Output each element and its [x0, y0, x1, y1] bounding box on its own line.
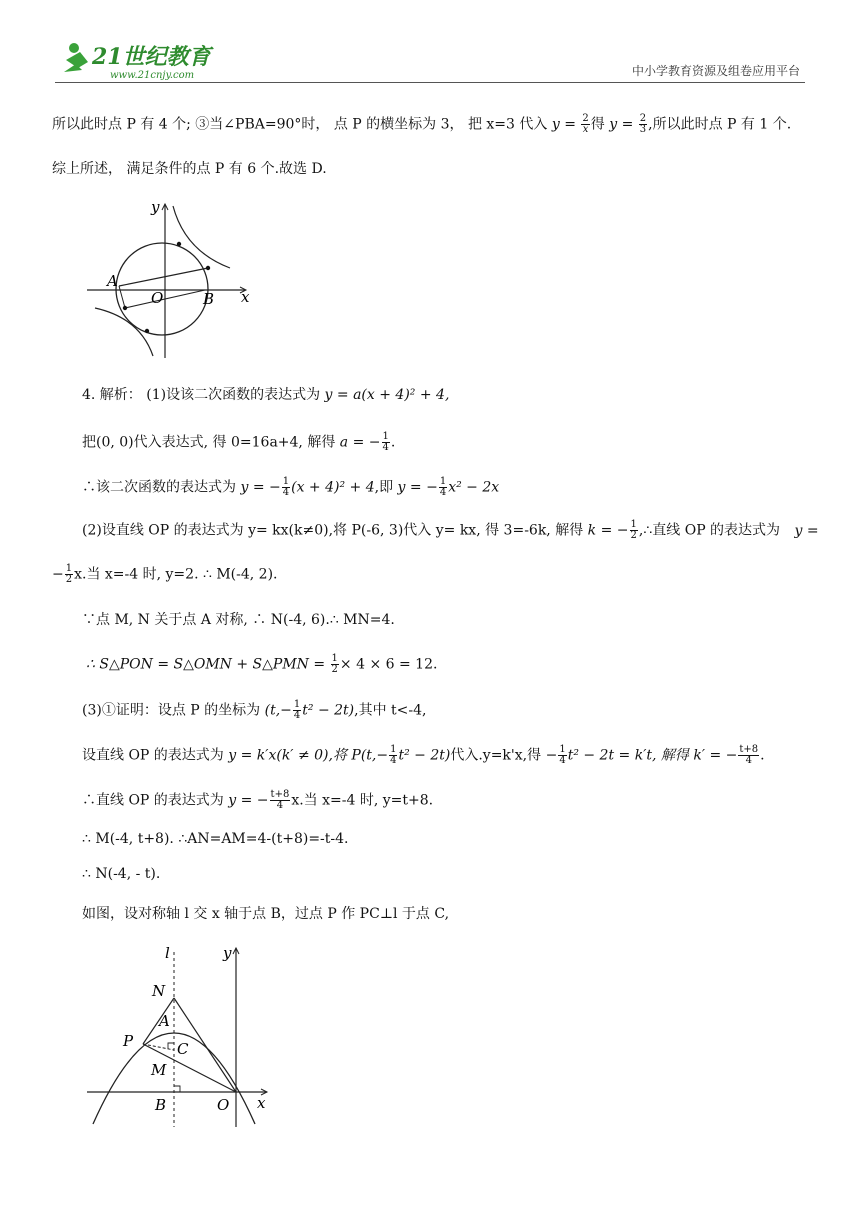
platform-name: 中小学教育资源及组卷应用平台 [631, 64, 800, 78]
text-line-4: 把(0, 0)代入表达式, 得 0=16a+4, 解得 a = − $\frac{1}{4}$ . [82, 431, 396, 453]
point-p3 [123, 306, 127, 310]
line4-part-a: 把(0, 0)代入表达式, 得 0=16a+4, 解得 [82, 434, 336, 451]
label-a: A [107, 272, 118, 290]
line1-part-a: 所以此时点 P 有 4 个; ③当∠PBA=90°时， 点 P 的横坐标为 3， 把 x=3 代入 [52, 116, 548, 133]
line6-part-b: ,∴直线 OP 的表达式为 [638, 522, 781, 539]
math-p-point-b: t² − 2t) [302, 702, 355, 719]
math-p-point-a: (t,− [264, 702, 292, 719]
figure-circle-hyperbola [85, 196, 255, 361]
fraction-1-over-4-d: $\frac{1}{4}$ [293, 699, 301, 721]
chord-a [119, 268, 208, 286]
math-t2-2t: t² − 2t [567, 747, 615, 764]
label-p: P [123, 1032, 134, 1050]
label-y: y [151, 198, 160, 216]
text-line-3 [82, 385, 449, 405]
math-y-neg: y = − [240, 479, 281, 496]
math-y-eq: y = [551, 116, 576, 133]
fraction-2-over-3: $\frac{2}{3}$ [639, 113, 647, 135]
line3-part-b: y = a(x + 4)² + 4, [324, 387, 450, 403]
page-header [0, 0, 860, 90]
text-line-1 [52, 114, 791, 135]
line7-part-a: x.当 x=-4 时, y=2. ∴ M(-4, 2). [74, 566, 278, 583]
fraction-1-over-4-c: $\frac{1}{4}$ [439, 476, 447, 498]
label-x: x [257, 1094, 266, 1112]
line15-text: 如图，设对称轴 l 交 x 轴于点 B，过点 P 作 PC⊥l 于点 C, [82, 906, 450, 922]
point-p1 [206, 266, 210, 270]
fraction-1-over-4-e: $\frac{1}{4}$ [390, 744, 397, 766]
line11-part-b: y = k′x(k′ ≠ 0),将 [228, 747, 347, 764]
math-p-point-a-2: (t,− [360, 747, 389, 764]
line1-part-c: ,所以此时点 P 有 1 个. [648, 116, 792, 133]
label-n: N [152, 982, 166, 1000]
fraction-1-over-4: $\frac{1}{4}$ [382, 431, 389, 453]
figure-parabola [85, 942, 275, 1132]
fraction-t8-over-4-b: $\frac{t+8}{4}$ [270, 789, 290, 811]
chord-b [119, 286, 125, 308]
point-p4 [145, 329, 149, 333]
logo-text: 21世纪教育 [92, 44, 211, 70]
math-expr1: (x + 4)² + 4 [291, 479, 375, 496]
fraction-1-over-4-f: $\frac{1}{4}$ [559, 744, 566, 766]
text-line-6 [82, 520, 819, 541]
logo-url: www.21cnjy.com [110, 70, 195, 81]
text-line-15 [82, 904, 449, 924]
line6-part-a: (2)设直线 OP 的表达式为 y= kx(k≠0),将 P(-6, 3)代入 y= kx, 得 3=-6k, 解得 [82, 522, 584, 539]
right-angle-c [168, 1043, 174, 1049]
math-a-eq: a = − [339, 434, 381, 451]
header-divider [55, 82, 805, 83]
label-a: A [159, 1012, 170, 1030]
line11-part-d: = k′t, 解得 [618, 747, 689, 764]
text-line-10 [82, 700, 427, 721]
math-k-eq: k = − [587, 522, 629, 539]
label-x: x [241, 288, 250, 306]
math-neg: − [52, 566, 64, 583]
line5-part-a: ∴该二次函数的表达式为 [82, 479, 236, 496]
label-l: l [165, 944, 170, 962]
math-kp-eq: k′ = − [693, 747, 738, 764]
text-line-9 [86, 654, 437, 675]
label-b: B [203, 290, 215, 308]
fraction-1-over-2-b: $\frac{1}{2}$ [65, 563, 73, 585]
right-angle-b [174, 1086, 180, 1092]
math-p-label: P [351, 747, 361, 764]
label-o: O [151, 289, 164, 307]
line12-part-b: x.当 x=-4 时, y=t+8. [291, 792, 434, 809]
math-y-neg-2: y = − [397, 479, 438, 496]
text-line-8 [82, 610, 395, 630]
logo-icon [60, 38, 240, 82]
line12-part-a: ∴直线 OP 的表达式为 [82, 792, 224, 809]
label-o: O [217, 1096, 230, 1114]
line9-part-b: × 4 × 6 = 12. [339, 656, 438, 673]
point-p2 [177, 242, 181, 246]
line9-part-a: ∴ S△PON = S△OMN + S△PMN = [86, 656, 326, 673]
fraction-t8-over-4: $\frac{t+8}{4}$ [739, 744, 759, 766]
text-line-13 [82, 829, 349, 849]
line8-text: ∵点 M, N 关于点 A 对称, ∴ N(-4, 6).∴ MN=4. [82, 612, 395, 628]
label-b: B [155, 1096, 167, 1114]
line14-text: ∴ N(-4, - t). [82, 866, 161, 882]
text-line-7 [52, 564, 277, 585]
math-y-eq-2: y = [609, 116, 634, 133]
line10-part-a: (3)①证明：设点 P 的坐标为 [82, 702, 261, 719]
math-y-eq-end: y = [794, 522, 819, 539]
fraction-2-over-x: $\frac{2}{x}$ [582, 113, 589, 135]
math-p-point-b-2: t² − 2t) [398, 747, 451, 764]
line1-part-b: 得 [590, 116, 605, 133]
line13-text: ∴ M(-4, t+8). ∴AN=AM=4-(t+8)=-t-4. [82, 831, 349, 847]
line2-text: 综上所述， 满足条件的点 P 有 6 个.故选 D. [52, 161, 327, 177]
line11-part-a: 设直线 OP 的表达式为 [82, 747, 224, 764]
math-neg-b: − [545, 747, 558, 764]
text-line-5 [82, 477, 499, 498]
label-m: M [151, 1061, 167, 1079]
fraction-1-over-2: $\frac{1}{2}$ [630, 519, 637, 541]
fraction-1-over-4-b: $\frac{1}{4}$ [282, 476, 290, 498]
fraction-1-over-2-c: $\frac{1}{2}$ [331, 653, 338, 675]
math-expr2: x² − 2x [448, 479, 500, 496]
label-c: C [177, 1040, 189, 1058]
label-y: y [223, 944, 232, 962]
text-line-12 [82, 790, 433, 811]
math-y-neg-3: y = − [228, 792, 269, 809]
hyperbola-branch-right [173, 206, 230, 268]
line10-part-b: ,其中 t<-4, [354, 702, 427, 719]
text-line-11: 设直线 OP 的表达式为 y = k′x(k′ ≠ 0),将 P(t,− $\frac{1}{4}$ t² − 2t)代入.y=k'x,得 − $\frac{1}{4}$ t² − 2t = k′t, 解得 k′ = − $\frac{t+8}{4}$ . [82, 744, 765, 766]
line5-part-b: ,即 [374, 479, 394, 496]
text-line-14 [82, 864, 160, 884]
text-line-2 [52, 159, 327, 179]
line3-part-a: 4. 解析： (1)设该二次函数的表达式为 [82, 387, 321, 403]
line11-part-c: 代入.y=k'x,得 [450, 747, 542, 764]
